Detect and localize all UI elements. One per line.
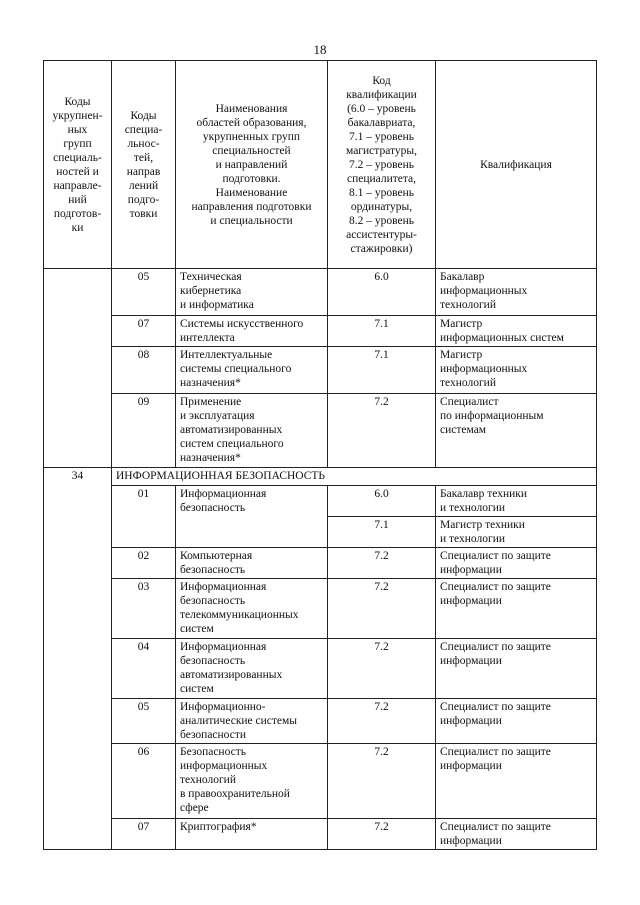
qualification: Бакалавр информационных технологий [436, 269, 597, 316]
group-code-cell-empty [44, 699, 112, 744]
qualification-level: 7.2 [328, 744, 436, 819]
qualification: Магистр информационных систем [436, 316, 597, 347]
specialty-code: 04 [112, 639, 176, 699]
qualification: Бакалавр техники и технологии [436, 486, 597, 517]
header-specialty-codes: Коды специа- льнос- тей, направ лений подго- товки [112, 61, 176, 269]
qualification-level: 7.2 [328, 699, 436, 744]
qualification-level: 7.2 [328, 394, 436, 468]
table-header-row [44, 61, 597, 269]
table-row [44, 269, 597, 316]
specialty-name: Интеллектуальные системы специального назначения* [176, 347, 328, 394]
qualification: Специалист по защите информации [436, 744, 597, 819]
specialty-name: Информационная безопасность автоматизированных систем [176, 639, 328, 699]
table-row [44, 394, 597, 468]
qualification-level: 7.2 [328, 548, 436, 579]
specialties-table [43, 60, 597, 850]
specialty-name: Техническая кибернетика и информатика [176, 269, 328, 316]
group-code-cell-empty [44, 819, 112, 850]
specialty-code: 07 [112, 316, 176, 347]
qualification: Специалист по защите информации [436, 548, 597, 579]
specialty-code: 08 [112, 347, 176, 394]
header-group-codes: Коды укрупнен- ных групп специаль- ностей и направле- ний подготов- ки [44, 61, 112, 269]
table-row [44, 819, 597, 850]
table-row [44, 548, 597, 579]
group-code-cell-empty [44, 548, 112, 579]
specialty-name: Криптография* [176, 819, 328, 850]
header-qualification: Квалификация [436, 61, 597, 269]
header-qualification-code: Код квалификации (6.0 – уровень бакалавриата, 7.1 – уровень магистратуры, 7.2 – уровень специалитета, 8.1 – уровень ординатуры, 8.2 – уровень ассистентуры- стажировки) [328, 61, 436, 269]
group-code-cell-empty [44, 579, 112, 639]
specialty-code: 05 [112, 699, 176, 744]
qualification-level: 7.1 [328, 517, 436, 548]
qualification: Специалист по защите информации [436, 639, 597, 699]
qualification-level: 7.2 [328, 819, 436, 850]
table-row [44, 316, 597, 347]
specialty-code: 03 [112, 579, 176, 639]
qualification-level: 7.1 [328, 347, 436, 394]
specialty-code: 02 [112, 548, 176, 579]
specialty-code: 06 [112, 744, 176, 819]
qualification: Специалист по защите информации [436, 699, 597, 744]
group-code-cell-empty [44, 269, 112, 468]
group-code-cell-empty [44, 517, 112, 548]
group-heading-row [44, 468, 597, 486]
table-row [44, 486, 597, 517]
specialty-name: Информационно- аналитические системы безопасности [176, 699, 328, 744]
qualification-level: 7.1 [328, 316, 436, 347]
specialty-name: Информационная безопасность телекоммуникационных систем [176, 579, 328, 639]
specialty-code: 09 [112, 394, 176, 468]
qualification-level: 7.2 [328, 639, 436, 699]
qualification-level: 6.0 [328, 269, 436, 316]
specialty-code: 07 [112, 819, 176, 850]
header-names: Наименования областей образования, укрупненных групп специальностей и направлений подготовки. Наименование направления подготовки и специальности [176, 61, 328, 269]
table-row [44, 639, 597, 699]
group-code-cell-empty [44, 486, 112, 517]
group-code-cell-empty [44, 639, 112, 699]
qualification: Специалист по защите информации [436, 819, 597, 850]
specialty-name: Информационная безопасность [176, 486, 328, 548]
group-code-cell-empty [44, 744, 112, 819]
table-row [44, 699, 597, 744]
specialty-name: Безопасность информационных технологий в правоохранительной сфере [176, 744, 328, 819]
table-row [44, 744, 597, 819]
qualification: Специалист по защите информации [436, 579, 597, 639]
qualification: Специалист по информационным системам [436, 394, 597, 468]
specialty-code: 01 [112, 486, 176, 548]
specialty-code: 05 [112, 269, 176, 316]
qualification: Магистр техники и технологии [436, 517, 597, 548]
group-code: 34 [44, 468, 112, 486]
table-row [44, 579, 597, 639]
specialty-name: Системы искусственного интеллекта [176, 316, 328, 347]
page-number: 18 [313, 42, 327, 57]
qualification-level: 7.2 [328, 579, 436, 639]
specialty-name: Применение и эксплуатация автоматизированных систем специального назначения* [176, 394, 328, 468]
specialty-name: Компьютерная безопасность [176, 548, 328, 579]
group-title: ИНФОРМАЦИОННАЯ БЕЗОПАСНОСТЬ [112, 468, 597, 486]
table-row [44, 347, 597, 394]
qualification-level: 6.0 [328, 486, 436, 517]
qualification: Магистр информационных технологий [436, 347, 597, 394]
